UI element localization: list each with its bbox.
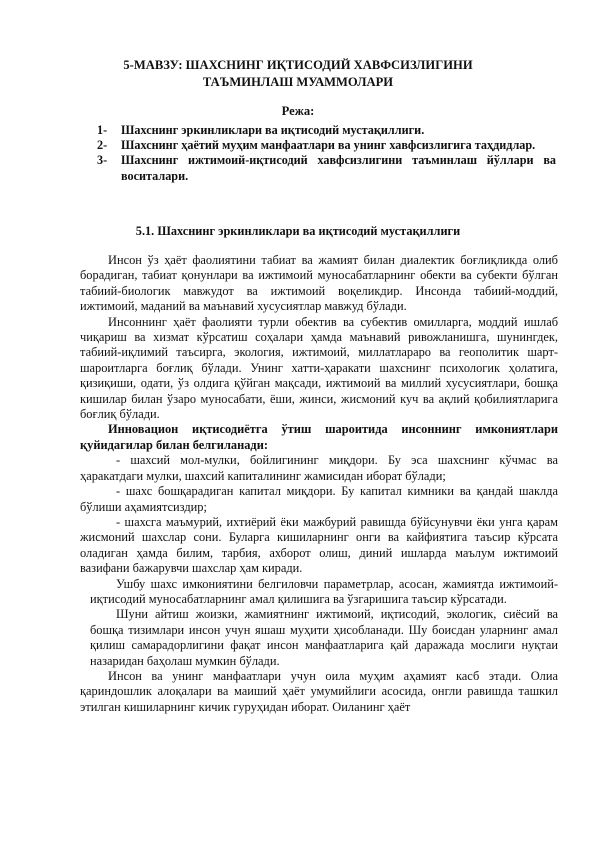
paragraph: Инсон ўз ҳаёт фаолиятини табиат ва жамият билан диалектик боғлиқликда олиб борадиган, табиат қонунлари ва ижтимоий муносабатларнинг обекти ва субекти бўлган табиий-биологик мавжудот ва ижтимоий воқеликдир. Инсонда табиий-моддий, ижтимоий, маданий ва маънавий хусусиятлар мавжуд бўлади. [80,253,558,314]
dash-list-item: - шахс бошқарадиган капитал миқдори. Бу капитал кимники ва қандай шаклда бўлиши аҳамиятсиздир; [80,484,558,514]
plan-item-text: Шахснинг ижтимоий-иқтисодий хавфсизлигини таъминлаш йўллари ва воситалари. [121,153,556,183]
title-line-1: 5-МАВЗУ: ШАХСНИНГ ИҚТИСОДИЙ ХАВФСИЗЛИГИНИ [123,58,473,72]
plan-item-text: Шахснинг ҳаётий муҳим манфаатлари ва унинг хавфсизлигига таҳдидлар. [121,138,536,153]
plan-item-number: 3- [97,153,108,168]
plan-item-1 [97,123,556,138]
plan-item-2 [97,138,556,153]
body-text [80,253,558,715]
paragraph: Инсоннинг ҳаёт фаолияти турли обектив ва субектив омилларга, моддий ишлаб чиқариш ва хизмат кўрсатиш соҳалари ҳамда маънавий ривожланишга, шунингдек, табиий-иқлимий таъсирга, экология, ижтимоий, миллатлараро ва геополитик шарт-шароитларга боғлиқ бўлади. Унинг хатти-ҳаракати шахснинг психологик ҳолатига, қизиқиши, одати, ўз олдига қўйган мақсади, ижтимоий ва миллий хусусиятлари, бошқа кишилар билан ўзаро муносабати, ёши, жинси, жисмоний куч ва ақлий қобилиятларига боғлиқ бўлади. [80,314,558,422]
paragraph: Ушбу шахс имкониятини белгиловчи параметрлар, асосан, жамиятда ижтимоий- иқтисодий муносабатларнинг амал қилишига ва ўзгаришига таъсир кўрсатади. [90,576,558,606]
dash-list-item: - шахсий мол-мулки, бойлигининг миқдори. Бу эса шахснинг кўчмас ва ҳаракатдаги мулки, шахсий капиталининг жамисидан иборат бўлади; [80,453,558,483]
paragraph: Инсон ва унинг манфаатлари учун оила муҳим аҳамият касб этади. Олиа қариндошлик алоқалари ва маиший ҳаёт умумийлиги асосида, онгли равишда ташкил этилган кишиларнинг кичик гуруҳидан иборат. Оиланинг ҳаёт [80,668,558,714]
plan-item-number: 2- [97,138,108,153]
dash-list-item: - шахсга маъмурий, ихтиёрий ёки мажбурий равишда бўйсунувчи ёки унга қарам жисмоний шахслар сони. Буларга кишиларнинг онги ва кайфиятига таъсир кўрсата оладиган ҳамда билим, тарбия, ахборот олиш, диний ишларда маълум ижтимоий вазифани бажарувчи шахслар ҳам киради. [80,514,558,576]
topic-title [60,57,536,90]
paragraph-bold: Инновацион иқтисодиётга ўтиш шароитида инсоннинг имкониятлари қуйидагилар билан белгиланади: [80,422,558,452]
plan-item-3 [97,153,556,183]
plan-item-text: Шахснинг эркинликлари ва иқтисодий мустақиллиги. [121,123,425,137]
plan-heading: Режа: [281,104,315,118]
paragraph: Шуни айтиш жоизки, жамиятнинг ижтимоий, иқтисодий, экологик, сиёсий ва бошқа тизимлари инсон учун яшаш муҳити ҳисобланади. Шу боисдан уларнинг амал қилиш самарадорлигини фақат инсон манфаатларига қай даражада мослиги нуқтаи назаридан баҳолаш мумкин бўлади. [90,607,558,668]
plan-item-number: 1- [97,123,108,137]
title-line-2: ТАЪМИНЛАШ МУАММОЛАРИ [202,74,394,89]
plan-list [97,123,556,184]
section-subheading: 5.1. Шахснинг эркинликлари ва иқтисодий мустақиллиги [135,224,461,238]
